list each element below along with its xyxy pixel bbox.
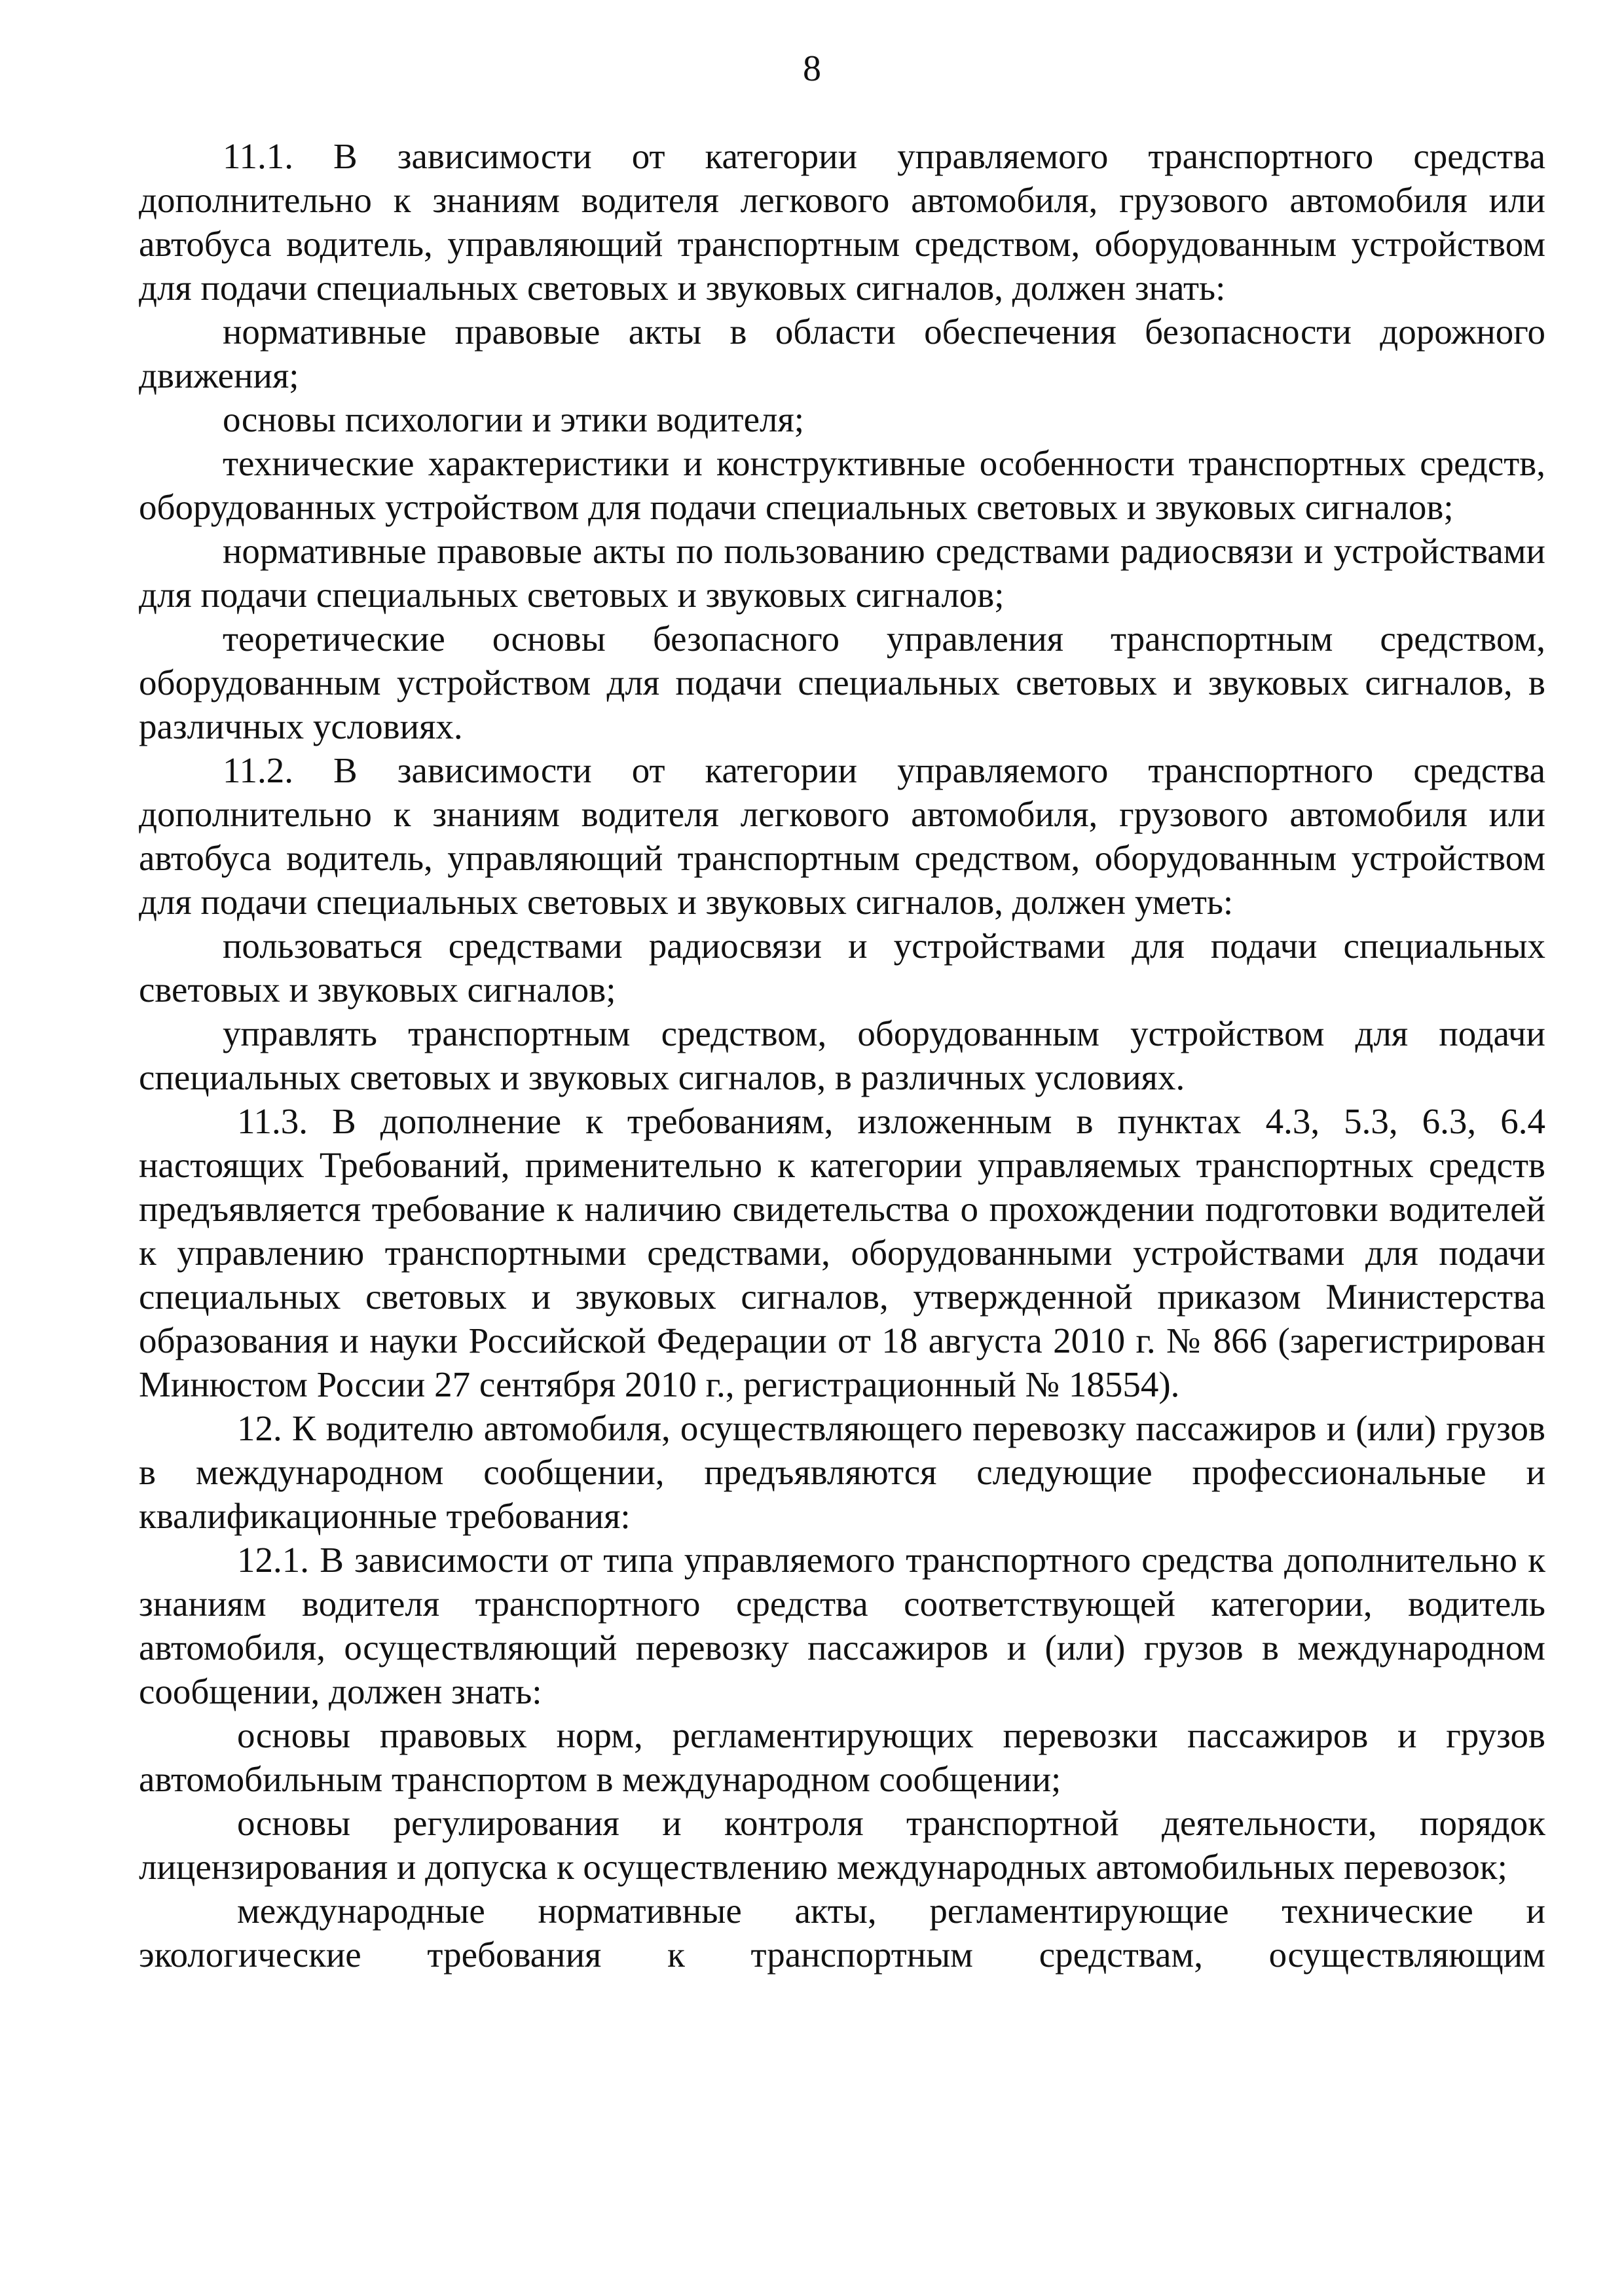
paragraph-12-1: 12.1. В зависимости от типа управляемого транспортного средства дополнительно к знаниям водителя транспортного средства соответствующей категории, водитель автомобиля, осуществляющий перевозку пассажиров и (или) грузов в международном сообщении, должен знать: <box>139 1540 1545 1711</box>
page-number: 8 <box>803 48 821 89</box>
paragraph-11-1-item-regulations: нормативные правовые акты в области обеспечения безопасности дорожного движения; <box>139 312 1545 395</box>
paragraph-12-1-item-licensing: основы регулирования и контроля транспортной деятельности, порядок лицензирования и допуска к осуществлению международных автомобильных перевозок; <box>139 1803 1545 1887</box>
paragraph-11-1-item-radio: нормативные правовые акты по пользованию средствами радиосвязи и устройствами для подачи специальных световых и звуковых сигналов; <box>139 531 1545 615</box>
paragraph-12-1-item-international-acts: международные нормативные акты, регламентирующие технические и экологические требования к транспортным средствам, осуществляющим <box>139 1891 1545 1975</box>
paragraph-11-1-item-theory: теоретические основы безопасного управления транспортным средством, оборудованным устройством для подачи специальных световых и звуковых сигналов, в различных условиях. <box>139 619 1545 746</box>
paragraph-12: 12. К водителю автомобиля, осуществляющего перевозку пассажиров и (или) грузов в международном сообщении, предъявляются следующие профессиональные и квалификационные требования: <box>139 1408 1545 1536</box>
paragraph-11-2: 11.2. В зависимости от категории управляемого транспортного средства дополнительно к знаниям водителя легкового автомобиля, грузового автомобиля или автобуса водитель, управляющий транспортным средством, оборудованным устройством для подачи специальных световых и звуковых сигналов, должен уметь: <box>139 750 1545 922</box>
paragraph-11-1: 11.1. В зависимости от категории управляемого транспортного средства дополнительно к знаниям водителя легкового автомобиля, грузового автомобиля или автобуса водитель, управляющий транспортным средством, оборудованным устройством для подачи специальных световых и звуковых сигналов, должен знать: <box>139 136 1545 308</box>
paragraph-11-3: 11.3. В дополнение к требованиям, изложенным в пунктах 4.3, 5.3, 6.3, 6.4 настоящих Требований, применительно к категории управляемых транспортных средств предъявляется требование к наличию свидетельства о прохождении подготовки водителей к управлению транспортными средствами, оборудованными устройствами для подачи специальных световых и звуковых сигналов, утвержденной приказом Министерства образования и науки Российской Федерации от 18 августа 2010 г. № 866 (зарегистрирован Минюстом России 27 сентября 2010 г., регистрационный № 18554). <box>139 1101 1545 1404</box>
paragraph-11-2-item-use-radio: пользоваться средствами радиосвязи и устройствами для подачи специальных световых и звуковых сигналов; <box>139 926 1545 1010</box>
paragraph-11-2-item-drive: управлять транспортным средством, оборудованным устройством для подачи специальных световых и звуковых сигналов, в различных условиях. <box>139 1013 1545 1097</box>
paragraph-12-1-item-legal: основы правовых норм, регламентирующих перевозки пассажиров и грузов автомобильным транспортом в международном сообщении; <box>139 1715 1545 1799</box>
paragraph-11-1-item-technical: технические характеристики и конструктивные особенности транспортных средств, оборудованных устройством для подачи специальных световых и звуковых сигналов; <box>139 443 1545 527</box>
paragraph-11-1-item-psychology: основы психологии и этики водителя; <box>223 399 805 439</box>
document-body <box>139 134 1545 1977</box>
